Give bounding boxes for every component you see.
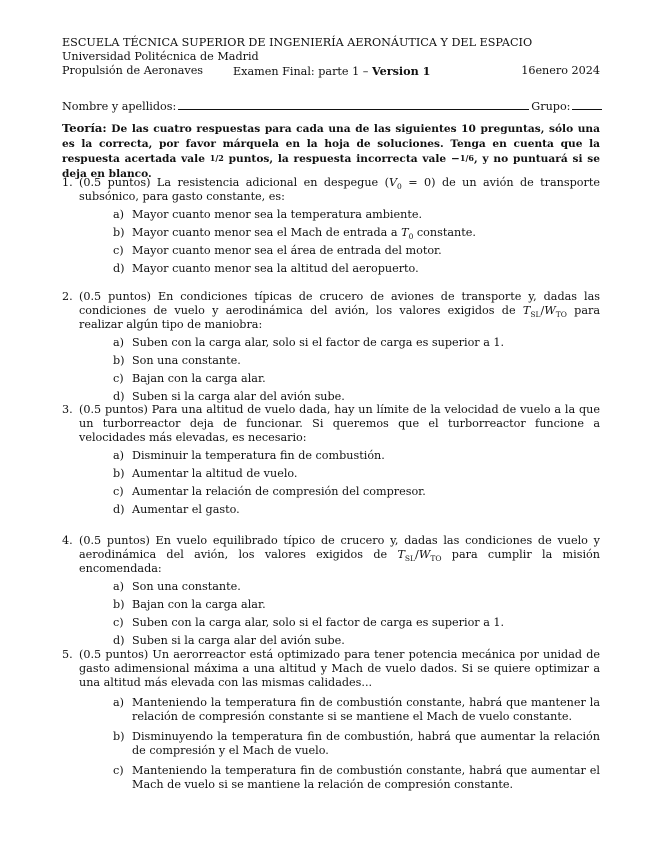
instructions	[62, 121, 600, 181]
question-number: 2.	[62, 290, 73, 303]
option-d[interactable]	[62, 390, 600, 404]
instructions-text-2: puntos, la respuesta incorrecta vale −	[223, 153, 460, 165]
question-text-part: (0.5 puntos) Un aerorreactor está optimizado para tener potencia mecánica por unidad de gasto adimensional máxima a una altitud y Mach de vuelo dados. Si se quiere optimizar a una altitud más elevada con las mismas calidades...	[79, 648, 600, 689]
option-d[interactable]	[62, 503, 600, 517]
option-label: a)	[113, 208, 125, 221]
question-text-part: (0.5 puntos) Para una altitud de vuelo dada, hay un límite de la velocidad de vuelo a la que un turborreactor deja de funcionar. Si queremos que el turborreactor funcione a velocidades más elevadas, es necesario:	[79, 403, 600, 444]
math-symbol: T	[401, 226, 409, 239]
math-subscript: 0	[397, 182, 402, 192]
question-number: 1.	[62, 176, 73, 189]
option-c[interactable]	[62, 372, 600, 386]
option-b[interactable]	[62, 467, 600, 481]
question-text-part: (0.5 puntos) En condiciones típicas de crucero de aviones de transporte y, dadas las condiciones de vuelo y aerodinámica del avión, los valores exigidos de	[79, 290, 600, 317]
option-label: b)	[113, 354, 125, 367]
option-b[interactable]	[62, 730, 600, 758]
math-symbol: T	[397, 548, 405, 561]
option-label: c)	[113, 616, 124, 629]
option-c[interactable]	[62, 764, 600, 792]
math-symbol: V	[388, 176, 398, 189]
option-label: c)	[113, 485, 124, 498]
option-b[interactable]	[62, 598, 600, 612]
math-operator: /	[415, 548, 419, 561]
options-list	[62, 336, 600, 404]
instructions-lead: Teoría:	[62, 121, 107, 135]
exam-part: Examen Final: parte 1 –	[233, 65, 372, 78]
course-name: Propulsión de Aeronaves	[62, 64, 204, 77]
question-text-part: para cumplir la misión encomendada:	[79, 548, 600, 575]
question-number: 4.	[62, 534, 73, 547]
option-label: d)	[113, 262, 125, 275]
question-2	[62, 290, 600, 408]
math-operator: /	[540, 304, 545, 317]
option-label: a)	[113, 449, 125, 462]
option-label: a)	[113, 336, 125, 349]
options-list	[62, 449, 600, 517]
option-text: Disminuyendo la temperatura fin de combustión, habrá que aumentar la relación de compresión y el Mach de vuelo.	[132, 730, 600, 757]
question-text-part: = 0) de un avión de transporte subsónico, para gasto constante, es:	[79, 176, 600, 203]
exam-date: 16enero 2024	[521, 64, 600, 77]
option-label: b)	[113, 730, 125, 743]
question-text	[62, 648, 600, 690]
option-b[interactable]	[62, 226, 600, 240]
fraction-good: 1/2	[209, 153, 224, 163]
question-text	[62, 534, 600, 576]
option-text: Aumentar la relación de compresión del compresor.	[132, 485, 426, 498]
option-label: b)	[113, 226, 125, 239]
option-text: Manteniendo la temperatura fin de combustión constante, habrá que aumentar el Mach de vuelo si se mantiene la relación de compresión constante.	[132, 764, 600, 791]
option-c[interactable]	[62, 485, 600, 499]
math-symbol: W	[544, 304, 556, 317]
option-text: Suben con la carga alar, solo si el factor de carga es superior a 1.	[132, 336, 505, 349]
option-label: b)	[113, 467, 125, 480]
option-label: c)	[113, 764, 124, 777]
exam-header	[62, 36, 600, 78]
question-text	[62, 403, 600, 445]
question-4	[62, 534, 600, 652]
option-label: c)	[113, 244, 124, 257]
question-text-part: para realizar algún tipo de maniobra:	[79, 304, 601, 331]
instructions-text-3: , y no puntuará si se deja en blanco.	[62, 153, 601, 180]
exam-title	[233, 64, 430, 79]
options-list	[62, 696, 600, 792]
option-label: d)	[113, 390, 125, 403]
option-text: Manteniendo la temperatura fin de combustión constante, habrá que mantener la relación de compresión constante si se mantiene el Mach de vuelo constante.	[132, 696, 600, 723]
option-text: Mayor cuanto menor sea la temperatura ambiente.	[132, 208, 423, 221]
question-1	[62, 176, 600, 280]
option-d[interactable]	[62, 262, 600, 276]
university-name: Universidad Politécnica de Madrid	[62, 50, 259, 63]
question-text-part: (0.5 puntos) La resistencia adicional en despegue (	[79, 176, 389, 189]
option-text: Aumentar la altitud de vuelo.	[132, 467, 298, 480]
option-text: Son una constante.	[132, 354, 241, 367]
math-subscript: SL	[530, 310, 541, 320]
exam-version: Version 1	[371, 64, 431, 78]
math-subscript: TO	[430, 554, 442, 564]
fraction-bad: 1/6	[459, 153, 474, 163]
name-label: Nombre y apellidos:	[62, 100, 177, 113]
option-text: Suben si la carga alar del avión sube.	[132, 634, 345, 647]
option-label: b)	[113, 598, 125, 611]
math-subscript: SL	[404, 554, 416, 564]
name-blank[interactable]	[178, 98, 529, 110]
question-5	[62, 648, 600, 796]
question-number: 5.	[62, 648, 73, 661]
option-label: a)	[113, 696, 125, 709]
option-a[interactable]	[62, 580, 600, 594]
question-text	[62, 290, 600, 332]
option-text: Mayor cuanto menor sea el Mach de entrada a	[132, 226, 402, 239]
option-a[interactable]	[62, 336, 600, 350]
option-c[interactable]	[62, 244, 600, 258]
option-a[interactable]	[62, 696, 600, 724]
option-d[interactable]	[62, 634, 600, 648]
math-subscript: 0	[408, 232, 414, 242]
option-text: Suben si la carga alar del avión sube.	[132, 390, 345, 403]
math-symbol: W	[418, 548, 431, 561]
option-label: a)	[113, 580, 125, 593]
exam-info-row	[62, 64, 600, 78]
math-subscript: TO	[555, 310, 567, 320]
name-group-row	[62, 98, 600, 112]
option-text: Bajan con la carga alar.	[132, 598, 266, 611]
group-blank[interactable]	[572, 98, 602, 110]
instructions-text-1: De las cuatro respuestas para cada una de las siguientes 10 preguntas, sólo una es la correcta, por favor márquela en la hoja de soluciones. Tenga en cuenta que la respuesta acertada vale	[62, 123, 600, 165]
option-text: Aumentar el gasto.	[132, 503, 240, 516]
option-text: Mayor cuanto menor sea la altitud del aeropuerto.	[132, 262, 419, 275]
question-3	[62, 403, 600, 521]
options-list	[62, 580, 600, 648]
option-label: c)	[113, 372, 124, 385]
option-text: constante.	[413, 226, 476, 239]
question-number: 3.	[62, 403, 73, 416]
option-label: d)	[113, 503, 125, 516]
options-list	[62, 208, 600, 276]
group-label: Grupo:	[531, 100, 571, 113]
option-label: d)	[113, 634, 125, 647]
question-text	[62, 176, 600, 204]
option-a[interactable]	[62, 208, 600, 222]
option-c[interactable]	[62, 616, 600, 630]
option-b[interactable]	[62, 354, 600, 368]
option-text: Mayor cuanto menor sea el área de entrada del motor.	[132, 244, 442, 257]
option-text: Bajan con la carga alar.	[132, 372, 266, 385]
option-text: Disminuir la temperatura fin de combustión.	[132, 449, 385, 462]
option-a[interactable]	[62, 449, 600, 463]
question-text-part: (0.5 puntos) En vuelo equilibrado típico de crucero y, dadas las condiciones de vuelo y aerodinámica del avión, los valores exigidos de	[79, 534, 600, 561]
math-symbol: T	[522, 304, 531, 317]
school-name: ESCUELA TÉCNICA SUPERIOR DE INGENIERÍA AERONÁUTICA Y DEL ESPACIO	[62, 36, 533, 49]
option-text: Suben con la carga alar, solo si el factor de carga es superior a 1.	[132, 616, 505, 629]
option-text: Son una constante.	[132, 580, 241, 593]
